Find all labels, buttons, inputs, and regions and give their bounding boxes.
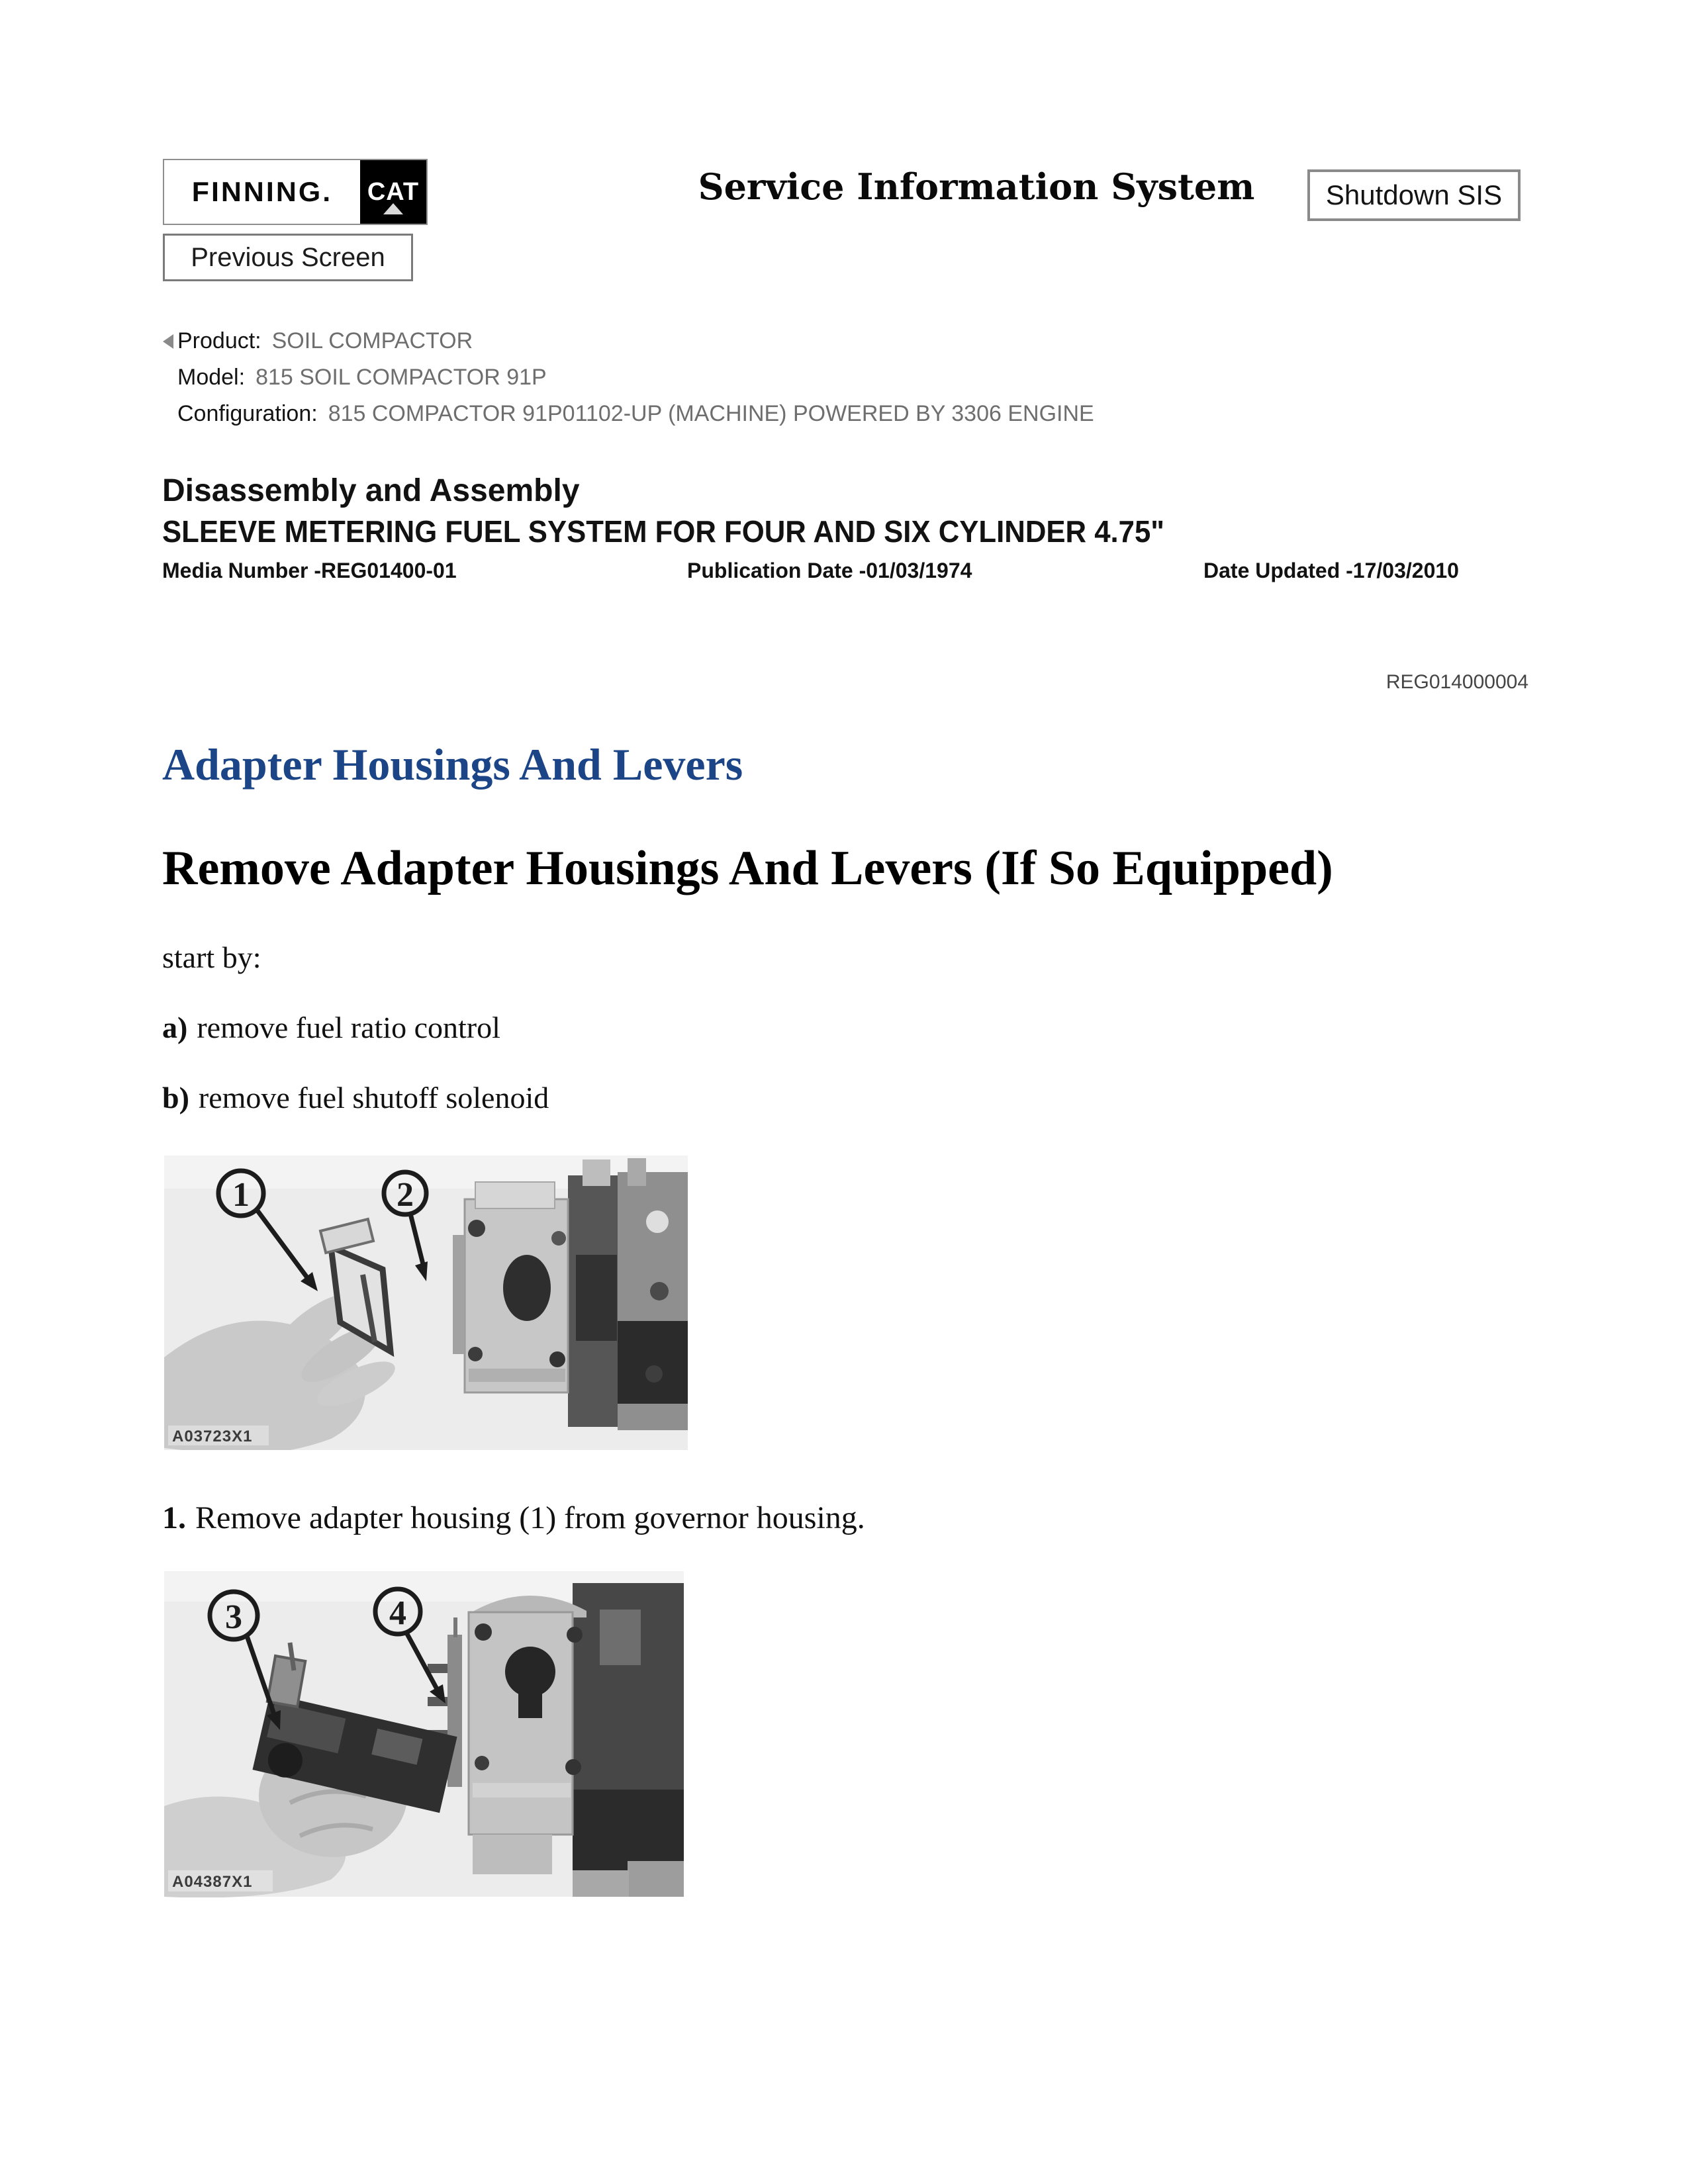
substep-b-label: b) xyxy=(162,1081,189,1115)
step-1 xyxy=(162,1500,865,1536)
step-1-text: Remove adapter housing (1) from governor housing. xyxy=(195,1500,865,1535)
substep-b-text: remove fuel shutoff solenoid xyxy=(198,1081,549,1115)
product-label: Product: xyxy=(177,328,261,353)
substep-b xyxy=(162,1080,549,1115)
product-info xyxy=(163,323,1094,432)
cat-triangle-icon xyxy=(383,203,403,214)
publication-date: Publication Date -01/03/1974 xyxy=(687,559,972,582)
shutdown-sis-button[interactable]: Shutdown SIS xyxy=(1307,169,1521,221)
chapter-title: Adapter Housings And Levers xyxy=(162,739,743,790)
product-arrow-icon xyxy=(163,334,173,349)
svg-text:4: 4 xyxy=(389,1594,406,1632)
configuration-value: 815 COMPACTOR 91P01102-UP (MACHINE) POWERED BY 3306 ENGINE xyxy=(328,401,1094,426)
media-number: Media Number -REG01400-01 xyxy=(162,559,457,582)
document-subtitle: SLEEVE METERING FUEL SYSTEM FOR FOUR AND SIX CYLINDER 4.75" xyxy=(162,514,1165,549)
finning-wordmark: FINNING. xyxy=(191,176,333,207)
model-value: 815 SOIL COMPACTOR 91P xyxy=(256,365,547,390)
date-updated: Date Updated -17/03/2010 xyxy=(1203,559,1459,582)
substep-a-text: remove fuel ratio control xyxy=(197,1011,500,1044)
governor-housing-assembly xyxy=(453,1158,688,1430)
figure1-photo-id: A03723X1 xyxy=(172,1428,253,1445)
svg-text:1: 1 xyxy=(232,1176,250,1214)
product-value: SOIL COMPACTOR xyxy=(271,328,473,353)
svg-text:3: 3 xyxy=(225,1598,242,1636)
page-title: Service Information System xyxy=(698,165,1255,208)
substep-a xyxy=(162,1010,500,1045)
section-heading: Remove Adapter Housings And Levers (If So Equipped) xyxy=(162,841,1333,895)
figure2-photo-id: A04387X1 xyxy=(172,1873,253,1891)
cat-logo xyxy=(360,160,426,224)
cat-logo-text: CAT xyxy=(367,177,420,206)
previous-screen-button[interactable]: Previous Screen xyxy=(163,234,413,281)
figure2-photo xyxy=(164,1570,684,1897)
configuration-row xyxy=(177,396,1094,432)
finning-cat-logo xyxy=(163,159,428,225)
figure1-photo xyxy=(164,1156,688,1450)
model-label: Model: xyxy=(177,365,246,390)
product-row xyxy=(163,323,1094,359)
document-title: Disassembly and Assembly xyxy=(162,473,580,508)
step-1-label: 1. xyxy=(162,1500,186,1535)
intro-text: start by: xyxy=(162,940,261,974)
model-row xyxy=(177,359,1094,396)
substep-a-label: a) xyxy=(162,1011,188,1044)
reference-code: REG014000004 xyxy=(1385,671,1528,693)
svg-text:2: 2 xyxy=(397,1176,414,1214)
configuration-label: Configuration: xyxy=(177,401,318,426)
